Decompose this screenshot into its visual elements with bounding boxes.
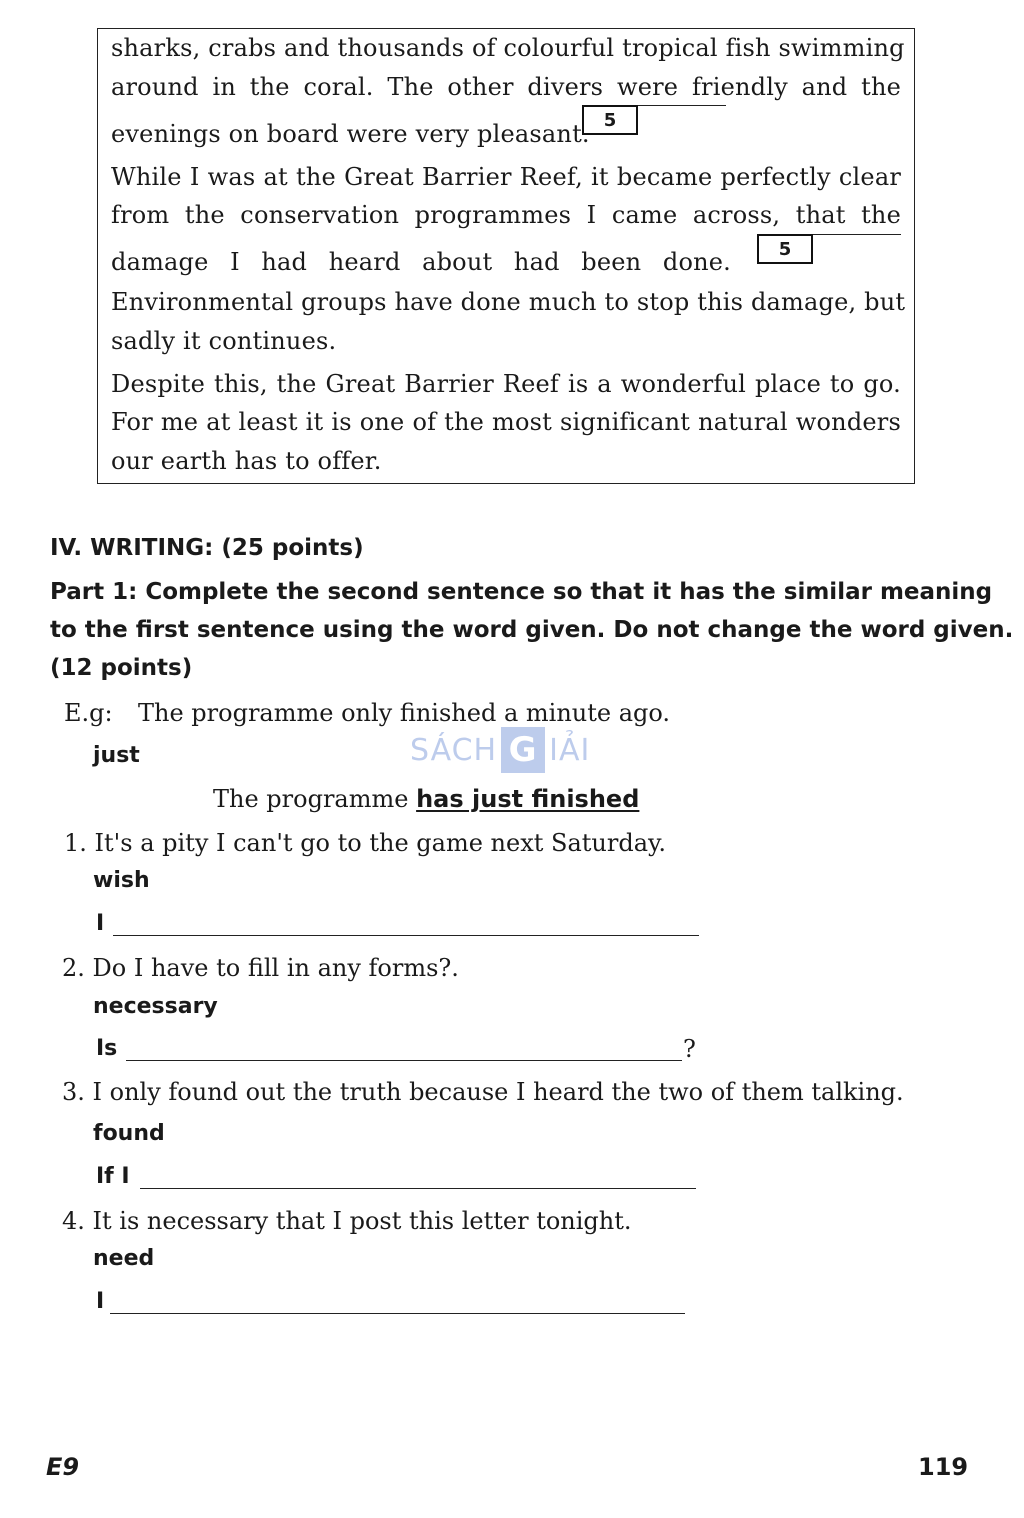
section-title: IV. WRITING: (25 points) [50, 535, 364, 561]
example-rewrite [213, 784, 639, 814]
example-label: E.g: [64, 699, 113, 727]
part-instruction-line: Part 1: Complete the second sentence so that it has the similar meaning [50, 579, 993, 605]
watermark-letter: G [501, 727, 545, 773]
example-sentence: The programme only finished a minute ago. [138, 699, 671, 727]
item-start: If I [96, 1164, 130, 1189]
item-keyword: wish [93, 868, 150, 893]
passage-line: evenings on board were very pleasant. [111, 120, 590, 148]
gap-answer-line [638, 105, 726, 106]
item-sentence: 2. Do I have to fill in any forms?. [62, 954, 459, 982]
part-points: (12 points) [50, 655, 193, 681]
answer-line[interactable] [140, 1188, 696, 1189]
watermark-right: IẢI [549, 732, 591, 768]
passage-line: For me at least it is one of the most significant natural wonders [111, 408, 901, 436]
item-start: I [96, 911, 105, 936]
item-keyword: necessary [93, 994, 218, 1019]
passage-line: from the conservation programmes I came across, that the [111, 201, 901, 229]
part-instruction-line: to the first sentence using the word given. Do not change the word given. [50, 617, 1014, 643]
gap-number-box: 5 [757, 234, 813, 264]
watermark-logo [410, 726, 590, 774]
answer-line[interactable] [110, 1313, 685, 1314]
example-prefix: The programme [213, 785, 409, 813]
item-start: I [96, 1289, 105, 1314]
passage-line: our earth has to offer. [111, 447, 382, 475]
watermark-left: SÁCH [410, 732, 498, 768]
example-keyword: just [93, 743, 140, 768]
item-keyword: need [93, 1246, 155, 1271]
item-keyword: found [93, 1121, 165, 1146]
passage-line: Environmental groups have done much to stop this damage, but [111, 288, 906, 316]
gap-number-box: 5 [582, 105, 638, 135]
footer-book-code: E9 [46, 1453, 80, 1481]
gap-answer-line [813, 234, 901, 235]
passage-line: While I was at the Great Barrier Reef, it became perfectly clear [111, 163, 901, 191]
item-sentence: 3. I only found out the truth because I heard the two of them talking. [62, 1078, 904, 1106]
item-start: Is [96, 1036, 118, 1061]
item-sentence: 1. It's a pity I can't go to the game next Saturday. [64, 829, 667, 857]
item-sentence: 4. It is necessary that I post this letter tonight. [62, 1207, 632, 1235]
passage-line: around in the coral. The other divers were friendly and the [111, 73, 901, 101]
passage-line: sadly it continues. [111, 327, 337, 355]
item-end: ? [683, 1035, 696, 1063]
answer-line[interactable] [113, 935, 699, 936]
passage-line: damage I had heard about had been done. [111, 248, 731, 276]
answer-line[interactable] [126, 1060, 682, 1061]
page-number: 119 [918, 1453, 969, 1481]
passage-line: Despite this, the Great Barrier Reef is a wonderful place to go. [111, 370, 901, 398]
example-answer: has just finished [416, 785, 640, 813]
passage-line: sharks, crabs and thousands of colourful tropical fish swimming [111, 34, 905, 62]
